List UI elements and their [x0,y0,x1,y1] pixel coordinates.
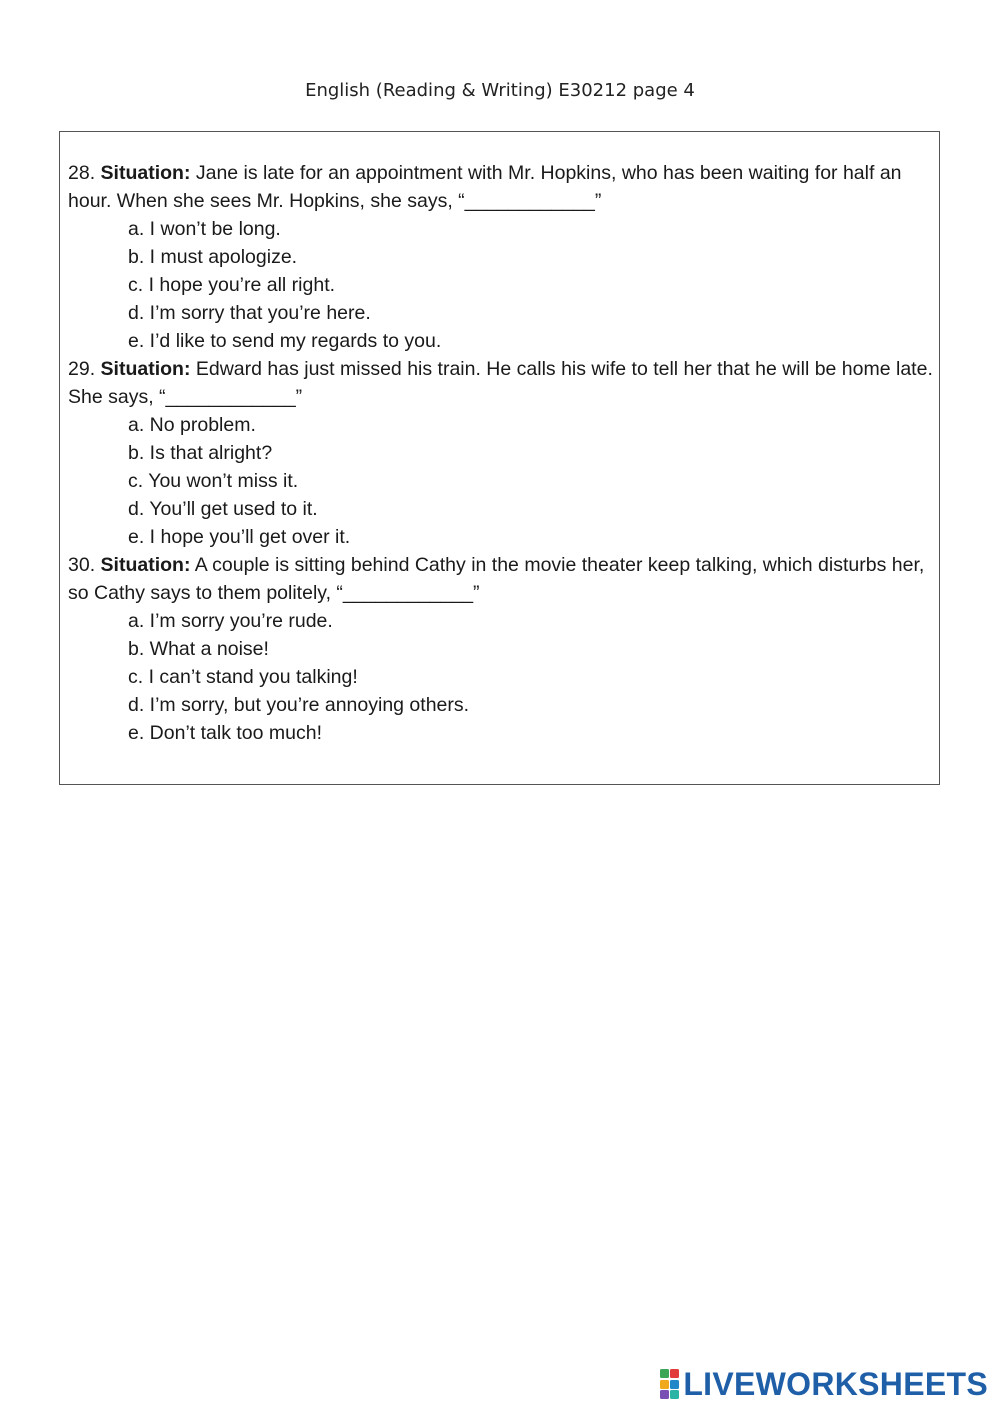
logo-text: LIVEWORKSHEETS [683,1365,988,1402]
option-c[interactable]: c. I hope you’re all right. [128,274,336,296]
question-number: 30. [68,554,96,576]
option-b[interactable]: b. What a noise! [128,638,269,660]
question-30 [68,551,934,747]
question-stem [68,355,934,411]
options-list [68,215,934,355]
option-e[interactable]: e. Don’t talk too much! [128,722,323,744]
option-d[interactable]: d. I’m sorry that you’re here. [128,302,371,324]
situation-label: Situation: [100,162,191,184]
question-text: Edward has just missed his train. He calls his wife to tell her that he will be home late. She says, “____________” [68,358,933,408]
option-d[interactable]: d. I’m sorry, but you’re annoying others. [128,694,470,716]
question-stem [68,551,934,607]
option-a[interactable]: a. I won’t be long. [128,218,281,240]
logo-square [660,1380,669,1389]
option-e[interactable]: e. I’d like to send my regards to you. [128,330,442,352]
questions-content [68,159,934,747]
question-text: Jane is late for an appointment with Mr. Hopkins, who has been waiting for half an hour. When she sees Mr. Hopkins, she says, “____________” [68,162,902,212]
logo-square [670,1369,679,1378]
question-number: 29. [68,358,96,380]
logo-square [660,1369,669,1378]
logo-square [660,1390,669,1399]
option-b[interactable]: b. I must apologize. [128,246,298,268]
option-a[interactable]: a. I’m sorry you’re rude. [128,610,333,632]
question-29 [68,355,934,551]
question-number: 28. [68,162,96,184]
liveworksheets-logo-icon [660,1369,680,1399]
options-list [68,607,934,747]
question-text: A couple is sitting behind Cathy in the movie theater keep talking, which disturbs her, so Cathy says to them politely, “____________” [68,554,925,604]
option-c[interactable]: c. You won’t miss it. [128,470,299,492]
situation-label: Situation: [100,358,191,380]
page-header: English (Reading & Writing) E30212 page 4 [305,80,695,101]
liveworksheets-logo [660,1366,988,1402]
options-list [68,411,934,551]
option-e[interactable]: e. I hope you’ll get over it. [128,526,351,548]
logo-square [670,1390,679,1399]
situation-label: Situation: [100,554,191,576]
question-stem [68,159,934,215]
question-box [59,131,940,785]
option-d[interactable]: d. You’ll get used to it. [128,498,318,520]
option-c[interactable]: c. I can’t stand you talking! [128,666,358,688]
option-b[interactable]: b. Is that alright? [128,442,273,464]
option-a[interactable]: a. No problem. [128,414,256,436]
logo-square [670,1380,679,1389]
question-28 [68,159,934,355]
